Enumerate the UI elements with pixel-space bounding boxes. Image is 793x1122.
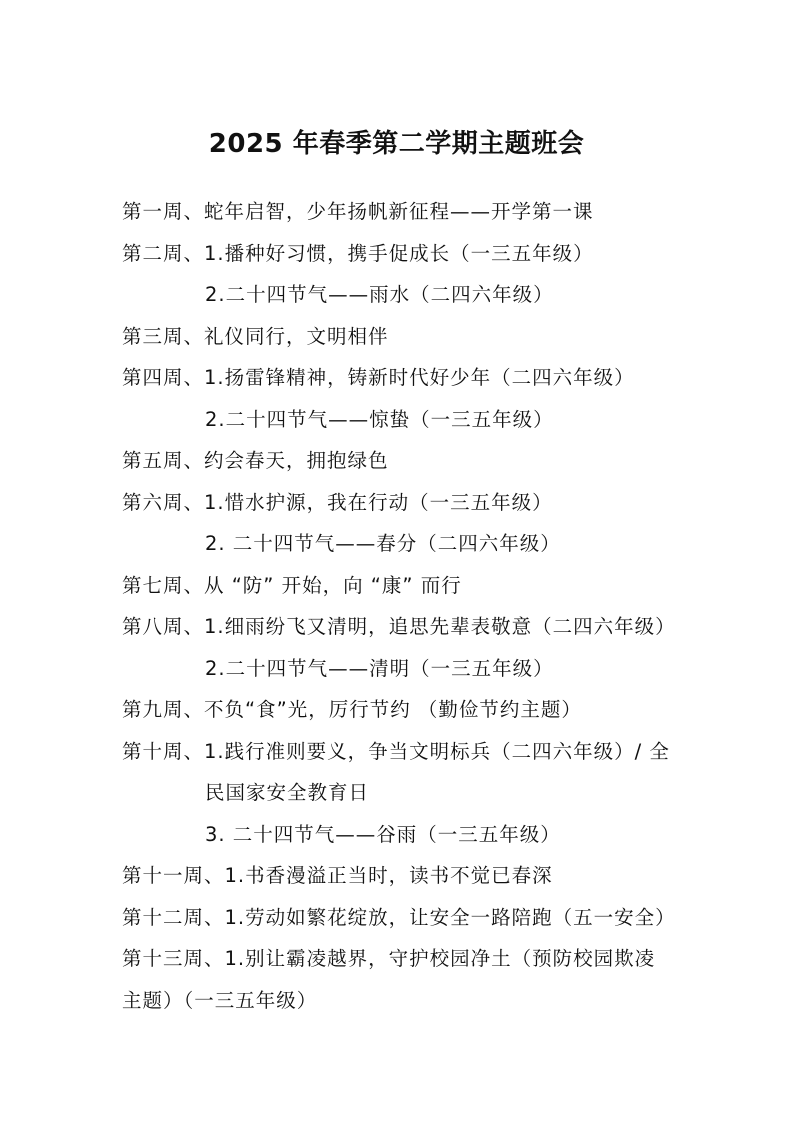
topic-line-5: 第四周、1.扬雷锋精神，铸新时代好少年（二四六年级） [122, 366, 635, 389]
document-title: 2025 年春季第二学期主题班会 [208, 129, 585, 159]
topic-line-8: 第六周、1.惜水护源，我在行动（一三五年级） [122, 490, 553, 514]
topic-line-14: 第十周、1.践行准则要义，争当文明标兵（二四六年级）/ 全 [122, 739, 670, 763]
topic-line-10: 第七周、从 “防” 开始，向 “康” 而行 [122, 573, 462, 597]
topic-line-16: 3. 二十四节气——谷雨（一三五年级） [205, 822, 561, 846]
topic-line-13: 第九周、不负“食”光，厉行节约 （勤俭节约主题） [122, 698, 582, 721]
topic-line-18: 第十二周、1.劳动如繁花绽放，让安全一路陪跑（五一安全） [122, 905, 676, 929]
topic-line-7: 第五周、约会春天，拥抱绿色 [122, 449, 389, 472]
weekly-topic-list [122, 196, 692, 1026]
topic-line-6: 2.二十四节气——惊蛰（一三五年级） [205, 407, 554, 431]
topic-line-12: 2.二十四节气——清明（一三五年级） [205, 656, 554, 680]
topic-line-20: 主题）（一三五年级） [122, 988, 318, 1012]
topic-line-19: 第十三周、1.别让霸凌越界，守护校园净土（预防校园欺凌 [122, 947, 656, 970]
topic-line-9: 2. 二十四节气——春分（二四六年级） [205, 532, 561, 555]
topic-line-17: 第十一周、1.书香漫溢正当时，读书不觉已春深 [122, 864, 553, 887]
topic-line-4: 第三周、礼仪同行，文明相伴 [122, 324, 389, 348]
topic-line-2: 第二周、1.播种好习惯，携手促成长（一三五年级） [122, 241, 594, 265]
topic-line-15: 民国家安全教育日 [205, 781, 370, 804]
topic-line-11: 第八周、1.细雨纷飞又清明，追思先辈表敬意（二四六年级） [122, 615, 676, 638]
topic-line-1: 第一周、蛇年启智，少年扬帆新征程——开学第一课 [122, 200, 594, 223]
topic-line-3: 2.二十四节气——雨水（二四六年级） [205, 283, 554, 306]
